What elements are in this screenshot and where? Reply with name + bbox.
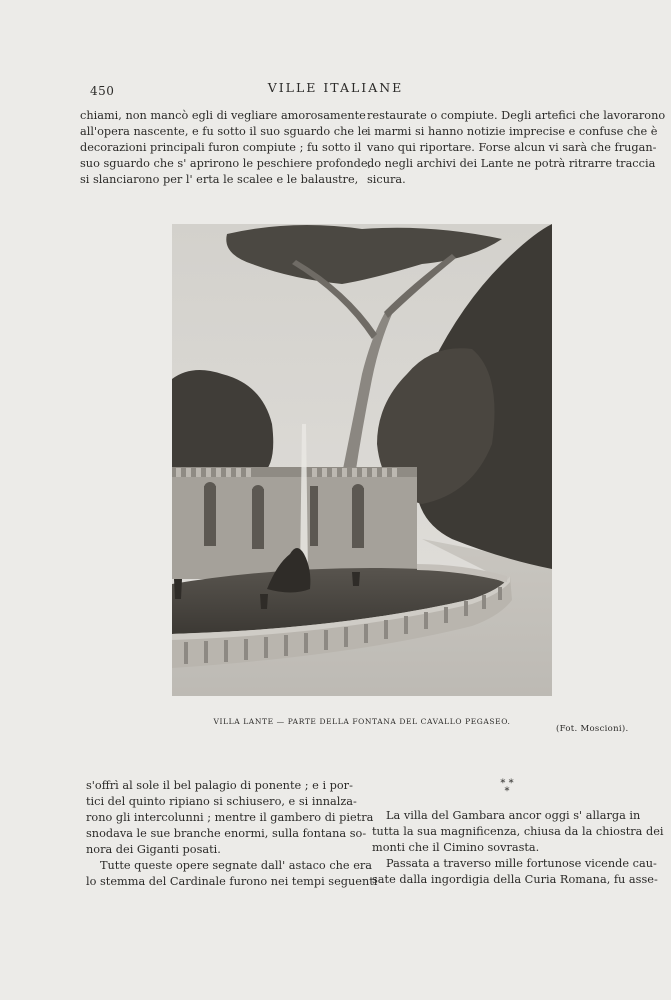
text-line: tutta la sua magnificenza, chiusa da la chiostra dei [372, 825, 664, 838]
text-line: nora dei Giganti posati. [86, 843, 221, 856]
text-line: lo stemma del Cardinale furono nei tempi seguenti [86, 875, 378, 888]
section-break-asterism: * * * [500, 778, 514, 797]
text-line: La villa del Gambara ancor oggi s' allarga in [386, 809, 641, 822]
text-line: chiami, non mancò egli di vegliare amorosamente [80, 109, 366, 122]
page-number: 450 [90, 84, 115, 98]
text-line: rono gli intercolunni ; mentre il gambero di pietra [86, 811, 374, 824]
text-line: decorazioni principali furon compiute ; fu sotto il [80, 141, 362, 154]
text-line: Tutte queste opere segnate dall' astaco che era [100, 859, 373, 872]
text-line: all'opera nascente, e fu sotto il suo sguardo che le [80, 125, 368, 138]
text-line: si slanciarono per l' erta le scalee e le balaustre, [80, 173, 359, 186]
photo-credit: (Fot. Moscioni). [556, 724, 629, 734]
text-line: Passata a traverso mille fortunose vicende cau- [386, 857, 657, 870]
text-line: sate dalla ingordigia della Curia Romana, fu asse- [372, 873, 658, 886]
text-line: vano qui riportare. Forse alcun vi sarà che frugan- [367, 141, 657, 154]
text-line: suo sguardo che s' aprirono le peschiere profonde, [80, 157, 372, 170]
text-column-top-left [80, 108, 372, 188]
text-line: monti che il Cimino sovrasta. [372, 841, 540, 854]
text-line: s'offrì al sole il bel palagio di ponente ; e i por- [86, 779, 353, 792]
running-head: VILLE ITALIANE [267, 80, 404, 95]
text-line: snodava le sue branche enormi, sulla fontana so- [86, 827, 367, 840]
text-line: restaurate o compiute. Degli artefici che lavorarono [367, 109, 666, 122]
text-line: i marmi si hanno notizie imprecise e confuse che è [367, 125, 658, 138]
text-column-bottom-right [372, 808, 664, 888]
text-column-bottom-left [86, 778, 378, 890]
figure-caption: VILLA LANTE — PARTE DELLA FONTANA DEL CAVALLO PEGASEO. [213, 717, 511, 726]
text-line: sicura. [367, 173, 406, 186]
fountain-photograph [172, 224, 552, 696]
text-line: do negli archivi dei Lante ne potrà ritrarre traccia [367, 157, 656, 170]
text-line: tici del quinto ripiano si schiusero, e si innalza- [86, 795, 357, 808]
text-column-top-right [367, 108, 666, 188]
